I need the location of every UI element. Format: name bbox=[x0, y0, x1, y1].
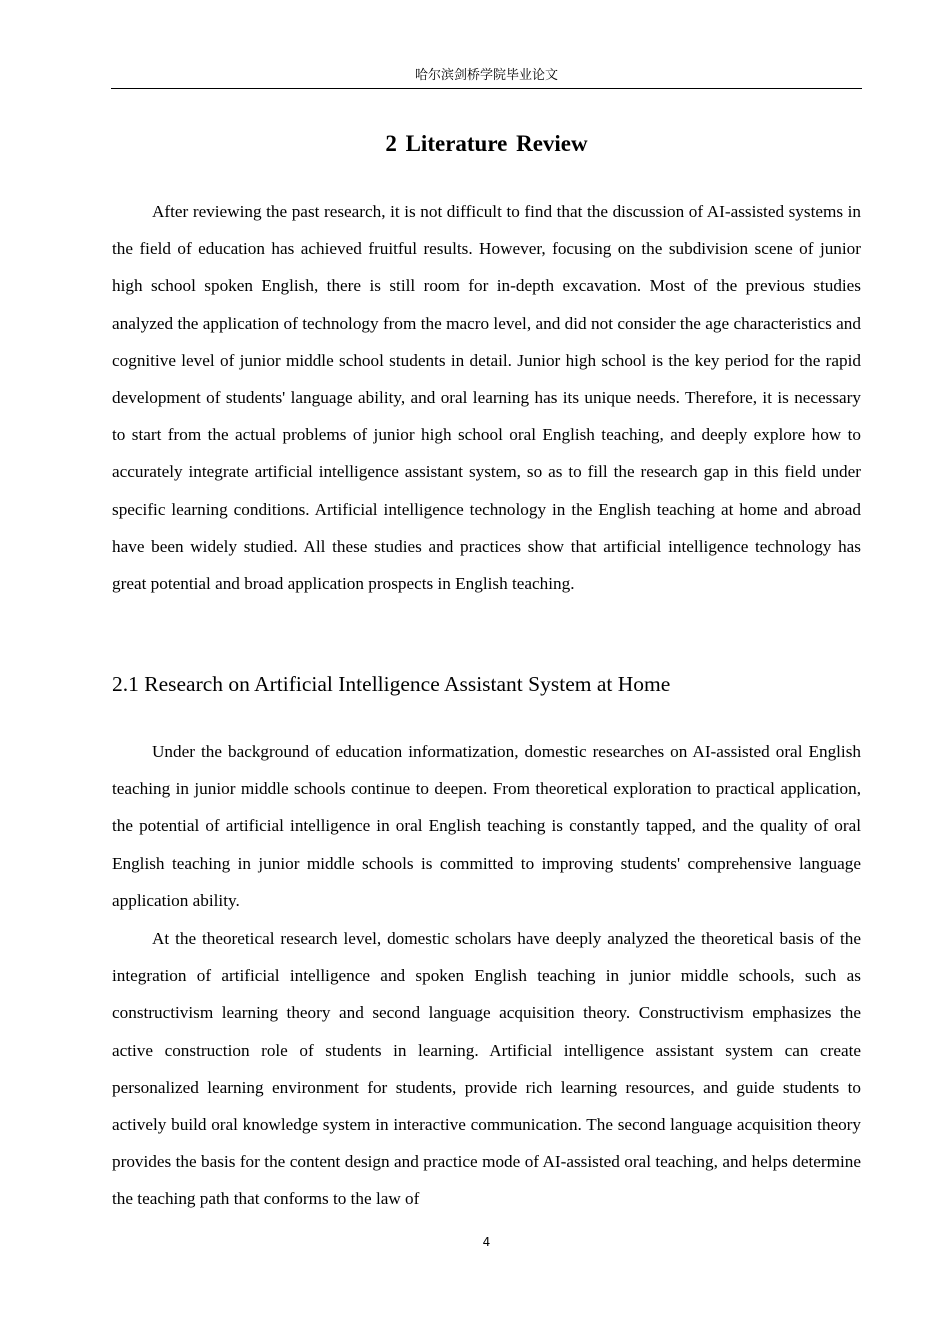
page-number: 4 bbox=[482, 1235, 491, 1249]
section-title: 2.1 Research on Artificial Intelligence Assistant System at Home bbox=[112, 672, 671, 696]
chapter-title: 2 Literature Review bbox=[385, 131, 588, 156]
page-header bbox=[111, 66, 862, 89]
intro-paragraph: After reviewing the past research, it is not difficult to find that the discussion of AI-assisted systems in the field of education has achieved fruitful results. However, focusing on the subdivision scene of junior high school spoken English, there is still room for in-depth excavation. Most of the previous studies analyzed the application of technology from the macro level, and did not consider the age characteristics and cognitive level of junior middle school students in detail. Junior high school is the key period for the rapid development of students' language ability, and oral learning has its unique needs. Therefore, it is necessary to start from the actual problems of junior high school oral English teaching, and deeply explore how to accurately integrate artificial intelligence assistant system, so as to fill the research gap in this field under specific learning conditions. Artificial intelligence technology in the English teaching at home and abroad have been widely studied. All these studies and practices show that artificial intelligence technology has great potential and broad application prospects in English teaching. bbox=[112, 202, 861, 594]
header-title: 哈尔滨剑桥学院毕业论文 bbox=[414, 68, 558, 83]
section-paragraph-1: Under the background of education informatization, domestic researches on AI-assisted oral English teaching in junior middle schools continue to deepen. From theoretical exploration to practical application, the potential of artificial intelligence in oral English teaching is constantly tapped, and the quality of oral English teaching in junior middle schools is committed to improving students' comprehensive language application ability. bbox=[112, 742, 861, 910]
section-paragraph-2: At the theoretical research level, domestic scholars have deeply analyzed the theoretical basis of the integration of artificial intelligence and spoken English teaching in junior middle schools, such as constructivism learning theory and second language acquisition theory. Constructivism emphasizes the active construction role of students in learning. Artificial intelligence assistant system can create personalized learning environment for students, provide rich learning resources, and guide students to actively build oral knowledge system in interactive communication. The second language acquisition theory provides the basis for the content design and practice mode of AI-assisted oral teaching, and helps determine the teaching path that conforms to the law of bbox=[112, 929, 861, 1209]
